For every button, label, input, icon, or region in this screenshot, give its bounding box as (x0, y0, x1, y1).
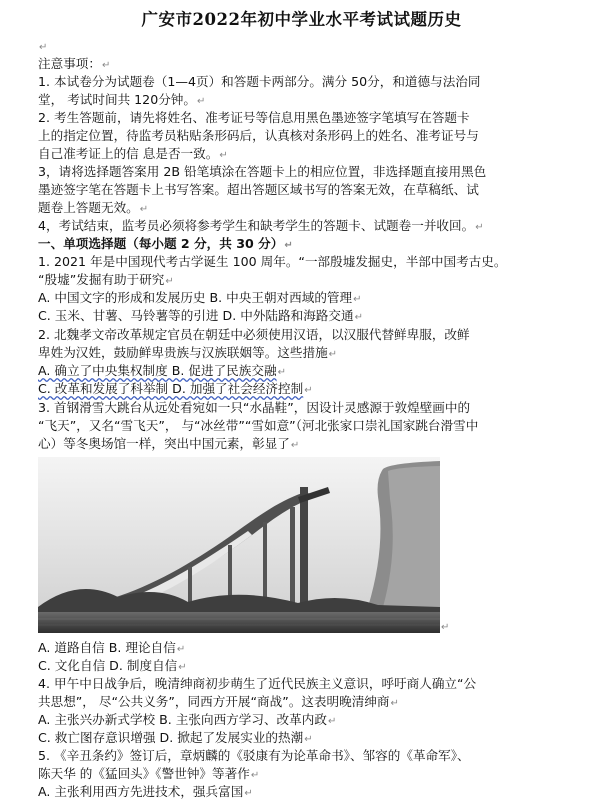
paragraph-mark-icon: ↵ (304, 385, 313, 396)
question-text: 2. 北魏孝文帝改革规定官员在朝廷中必须使用汉语，以汉服代替鲜卑服，改鲜 (38, 327, 470, 342)
option-text: C. 改革和发展了科举制 D. 加强了社会经济控制 (38, 381, 304, 396)
question-4-stem (38, 676, 476, 692)
question-1-options (38, 308, 363, 326)
notice-header (38, 56, 110, 74)
option-text: A. 道路自信 B. 理论自信 (38, 640, 176, 655)
question-text: 1. 2021 年是中国现代考古学诞生 100 周年。“一部殷墟发掘史，半部中国考古史。 (38, 254, 507, 269)
question-text: 3. 首钢滑雪大跳台从远处看宛如一只“水晶鞋”，因设计灵感源于敦煌壁画中的 (38, 400, 471, 415)
question-2-options (38, 363, 286, 381)
paragraph-mark-icon: ↵ (176, 644, 186, 655)
notice-text: 1. 本试卷分为试题卷（1—4页）和答题卡两部分。满分 50分，和道德与法治同 (38, 74, 481, 89)
option-text: A. 主张利用西方先进技术，强兵富国 (38, 784, 244, 799)
exam-title-text: 广安市2022年初中学业水平考试试题历史 (141, 10, 462, 29)
question-1-stem (38, 272, 174, 290)
notice-text: 2. 考生答题前，请先将姓名、准考证号等信息用黑色墨迹签字笔填写在答题卡 (38, 110, 470, 125)
section-heading (38, 236, 293, 254)
photo-paragraph-mark (441, 622, 449, 633)
notice-line (38, 218, 484, 236)
notice-line (38, 128, 479, 144)
question-text: 共思想”， 尽“公共义务”，同西方开展“商战”。这表明晚清绅商 (38, 694, 390, 709)
question-1-stem (38, 254, 506, 270)
question-2-stem (38, 327, 470, 343)
question-1-options (38, 290, 362, 308)
paragraph-mark-icon: ↵ (244, 788, 253, 799)
paragraph-mark-icon: ↵ (39, 42, 48, 53)
exam-title (0, 6, 603, 30)
notice-line (38, 110, 470, 126)
question-3-stem (38, 418, 478, 434)
notice-text: 题卷上答题无效。 (38, 200, 139, 215)
option-text: C. 救亡图存意识增强 D. 掀起了发展实业的热潮 (38, 730, 304, 745)
question-5-options (38, 784, 253, 802)
paragraph-mark-icon: ↵ (304, 734, 313, 745)
question-4-options (38, 712, 336, 730)
ski-jump-illustration (38, 457, 440, 633)
paragraph-mark-icon: ↵ (290, 440, 300, 451)
option-text: A. 确立了中央集权制度 B. 促进了民族交融 (38, 363, 277, 378)
paragraph-mark-icon: ↵ (250, 770, 260, 781)
paragraph-mark-icon: ↵ (196, 96, 206, 107)
paragraph-mark-icon: ↵ (277, 367, 286, 378)
option-text: A. 主张兴办新式学校 B. 主张向西方学习、改革内政 (38, 712, 327, 727)
question-text: 卑姓为汉姓，鼓励鲜卑贵族与汉族联姻等。这些措施 (38, 345, 328, 360)
question-4-options (38, 730, 313, 748)
notice-text: 3，请将选择题答案用 2B 铅笔填涂在答题卡上的相应位置，非选择题直接用黑色 (38, 164, 487, 179)
option-text: C. 文化自信 D. 制度自信 (38, 658, 178, 673)
question-5-stem (38, 766, 259, 784)
notice-text: 自己准考证上的信 息是否一致。 (38, 146, 219, 161)
paragraph-mark-icon: ↵ (139, 204, 149, 215)
question-text: 陈天华 的《猛回头》《警世钟》等著作 (38, 766, 250, 781)
question-text: “飞天”，又名“雪飞天”， 与“冰丝带”“雪如意”（河北张家口崇礼国家跳台滑雪中 (38, 418, 479, 433)
question-text: 4. 甲午中日战争后，晚清绅商初步萌生了近代民族主义意识，呼吁商人确立“公 (38, 676, 477, 691)
paragraph-mark-icon: ↵ (101, 60, 111, 71)
blank-line (38, 38, 47, 56)
paragraph-mark-icon: ↵ (328, 349, 338, 360)
notice-text: 4，考试结束，监考员必须将参考学生和缺考学生的答题卡、试题卷一并收回。 (38, 218, 475, 233)
paragraph-mark-icon: ↵ (327, 716, 337, 727)
notice-line (38, 182, 479, 198)
option-text: C. 玉米、甘薯、马铃薯等的引进 D. 中外陆路和海路交通 (38, 308, 354, 323)
question-2-options (38, 381, 313, 399)
paragraph-mark-icon: ↵ (178, 662, 187, 673)
question-text: 5. 《辛丑条约》签订后，章炳麟的《驳康有为论革命书》、邹容的《革命军》、 (38, 748, 470, 763)
question-4-stem (38, 694, 399, 712)
notice-line (38, 146, 228, 164)
notice-line (38, 92, 205, 110)
notice-text: 上的指定位置，待监考员粘贴条形码后，认真核对条形码上的姓名、准考证号与 (38, 128, 479, 143)
question-5-stem (38, 748, 470, 764)
paragraph-mark-icon: ↵ (165, 276, 174, 287)
paragraph-mark-icon: ↵ (219, 150, 228, 161)
paragraph-mark-icon: ↵ (475, 222, 484, 233)
notice-header-text: 注意事项： (38, 56, 101, 71)
question-text: “殷墟”发掘有助于研究 (38, 272, 165, 287)
ski-jump-photo (38, 457, 440, 633)
notice-text: 堂， 考试时间共 120分钟。 (38, 92, 196, 107)
question-2-stem (38, 345, 337, 363)
question-text: 心）等冬奥场馆一样，突出中国元素，彰显了 (38, 436, 290, 451)
question-3-options (38, 640, 185, 658)
notice-line (38, 74, 480, 90)
question-3-options (38, 658, 187, 676)
question-3-stem (38, 400, 470, 416)
paragraph-mark-icon: ↵ (441, 622, 450, 633)
paragraph-mark-icon: ↵ (284, 240, 293, 251)
notice-text: 墨迹签字笔在答题卡上书写答案。超出答题区域书写的答案无效，在草稿纸、试 (38, 182, 479, 197)
option-text: A. 中国文字的形成和发展历史 B. 中央王朝对西域的管理 (38, 290, 353, 305)
question-3-stem (38, 436, 299, 454)
notice-line (38, 200, 148, 218)
section-heading-text: 一、单项选择题（每小题 2 分，共 30 分） (38, 236, 284, 251)
paragraph-mark-icon: ↵ (390, 698, 399, 709)
paragraph-mark-icon: ↵ (354, 312, 363, 323)
paragraph-mark-icon: ↵ (353, 294, 362, 305)
notice-line (38, 164, 486, 180)
